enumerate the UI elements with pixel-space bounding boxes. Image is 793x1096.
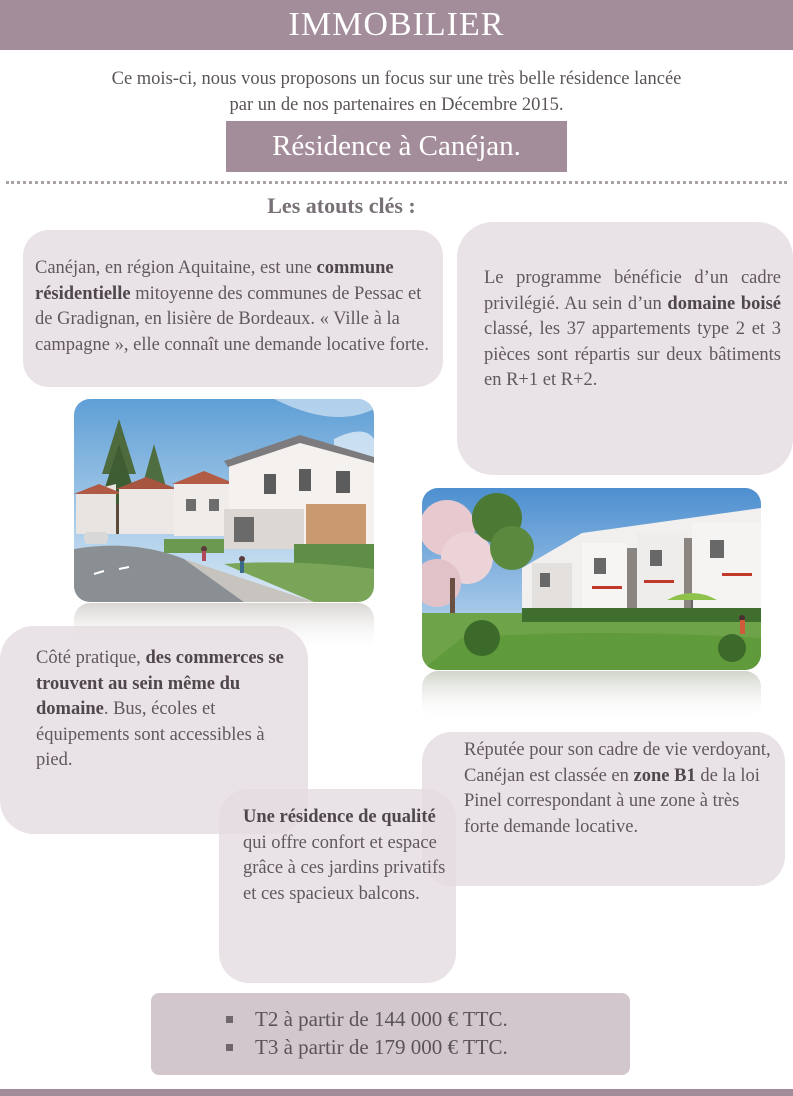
- bubble-programme-text-2: classé, les 37 appartements type 2 et 3 pièces sont répartis sur deux bâtiments en R+1 et R+2.: [484, 319, 781, 390]
- intro-line-1: Ce mois-ci, nous vous proposons un focus sur une très belle résidence lancée: [111, 69, 682, 89]
- price-label: T2 à partir de 144 000 € TTC.: [255, 1006, 508, 1031]
- atouts-heading: Les atouts clés :: [267, 193, 416, 218]
- residence-photo-houses: [74, 399, 374, 602]
- bubble-zone: [422, 732, 785, 886]
- price-box: [151, 993, 630, 1075]
- footer-bar: [0, 1089, 793, 1096]
- header-bar: [0, 0, 793, 50]
- intro-line-2: par un de nos partenaires en Décembre 2015.: [229, 95, 564, 115]
- residence-title-badge: [226, 121, 567, 172]
- dotted-divider: [6, 181, 787, 184]
- residence-title: Résidence à Canéjan.: [272, 130, 521, 162]
- bubble-pratique-text: Côté pratique,: [36, 648, 146, 668]
- bubble-commune-text-2: mitoyenne des communes de Pessac et de Gradignan, en lisière de Bordeaux. « Ville à la campagne », elle connaît une demande locative forte.: [35, 283, 429, 355]
- bubble-zone-text: Réputée pour son cadre de vie verdoyant, Canéjan est classée en: [464, 740, 771, 786]
- bubble-zone-bold: zone B1: [633, 765, 696, 786]
- bubble-programme-text: Le programme bénéficie d’un cadre privilégié. Au sein d’un: [484, 268, 781, 314]
- price-label: T3 à partir de 179 000 € TTC.: [255, 1034, 508, 1059]
- bubble-qualite-text: qui offre confort et espace grâce à ces jardins privatifs et ces spacieux balcons.: [243, 832, 446, 904]
- bullet-square-icon: [226, 1044, 233, 1051]
- houses-illustration: [74, 399, 374, 602]
- photo-reflection-2: [422, 671, 761, 721]
- bubble-qualite: [219, 789, 456, 983]
- bubble-pratique-text-2: . Bus, écoles et équipements sont accessibles à pied.: [36, 699, 265, 770]
- bubble-zone-text-2: de la loi Pinel correspondant à une zone à très forte demande locative.: [464, 765, 760, 837]
- bubble-programme-bold: domaine boisé: [667, 293, 781, 314]
- header-title: IMMOBILIER: [288, 6, 505, 43]
- residence-photo-apartments: [422, 488, 761, 670]
- bubble-qualite-bold: Une résidence de qualité: [243, 807, 436, 827]
- intro-text: [10, 66, 783, 118]
- price-item: [226, 1033, 630, 1061]
- bubble-programme: [457, 222, 793, 475]
- bubble-commune: [23, 230, 443, 387]
- price-item: [226, 1005, 630, 1033]
- bullet-square-icon: [226, 1016, 233, 1023]
- bubble-commune-text: Canéjan, en région Aquitaine, est une: [35, 258, 317, 278]
- apartments-illustration: [422, 488, 761, 670]
- bubble-commune-bold: commune résidentielle: [35, 258, 394, 304]
- bubble-pratique-bold: des commerces se trouvent au sein même du domaine: [36, 648, 284, 719]
